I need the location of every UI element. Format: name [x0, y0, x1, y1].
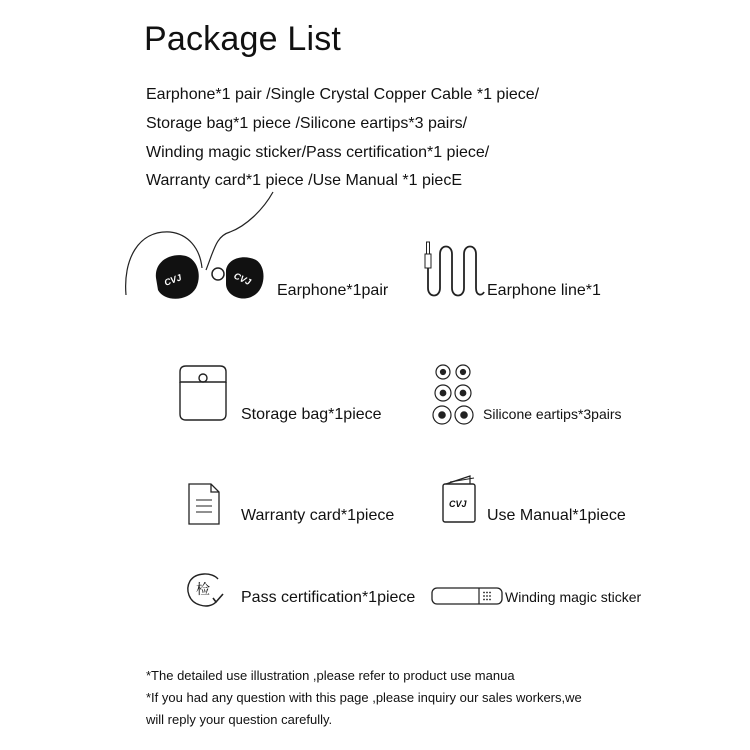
- package-line: Earphone*1 pair /Single Crystal Copper Cable *1 piece/: [146, 86, 540, 103]
- earphone-icon: [118, 190, 278, 310]
- warranty-card-label: Warranty card*1piece: [241, 507, 395, 524]
- bag-icon: [176, 364, 230, 422]
- sticker-icon: [431, 586, 503, 606]
- earphone-label: Earphone*1pair: [277, 282, 389, 299]
- package-line: Warranty card*1 piece /Use Manual *1 piecE: [146, 172, 462, 189]
- footnote: *The detailed use illustration ,please refer to product use manua: [146, 668, 515, 683]
- page-title: Package List: [144, 20, 342, 58]
- brand-mark: CVJ: [232, 270, 253, 288]
- footnote: will reply your question carefully.: [146, 712, 333, 727]
- magic-sticker-label: Winding magic sticker: [505, 589, 642, 605]
- package-line: Storage bag*1 piece /Silicone eartips*3 pairs/: [146, 115, 468, 132]
- eartips-label: Silicone eartips*3pairs: [483, 406, 622, 422]
- footnote: *If you had any question with this page ,please inquiry our sales workers,we: [146, 690, 582, 705]
- earphone-line-label: Earphone line*1: [487, 282, 601, 299]
- brand-mark: CVJ: [449, 499, 467, 509]
- certification-icon: [186, 571, 226, 609]
- cable-icon: [424, 240, 488, 300]
- document-icon: [187, 482, 221, 526]
- pass-certification-label: Pass certification*1piece: [241, 589, 416, 606]
- certification-glyph: 检: [196, 582, 210, 598]
- eartips-icon: [432, 362, 476, 426]
- package-line: Winding magic sticker/Pass certification*1 piece/: [146, 144, 490, 161]
- storage-bag-label: Storage bag*1piece: [241, 406, 382, 423]
- brand-mark: CVJ: [162, 272, 183, 288]
- use-manual-label: Use Manual*1piece: [487, 507, 626, 524]
- manual-icon: [440, 474, 478, 524]
